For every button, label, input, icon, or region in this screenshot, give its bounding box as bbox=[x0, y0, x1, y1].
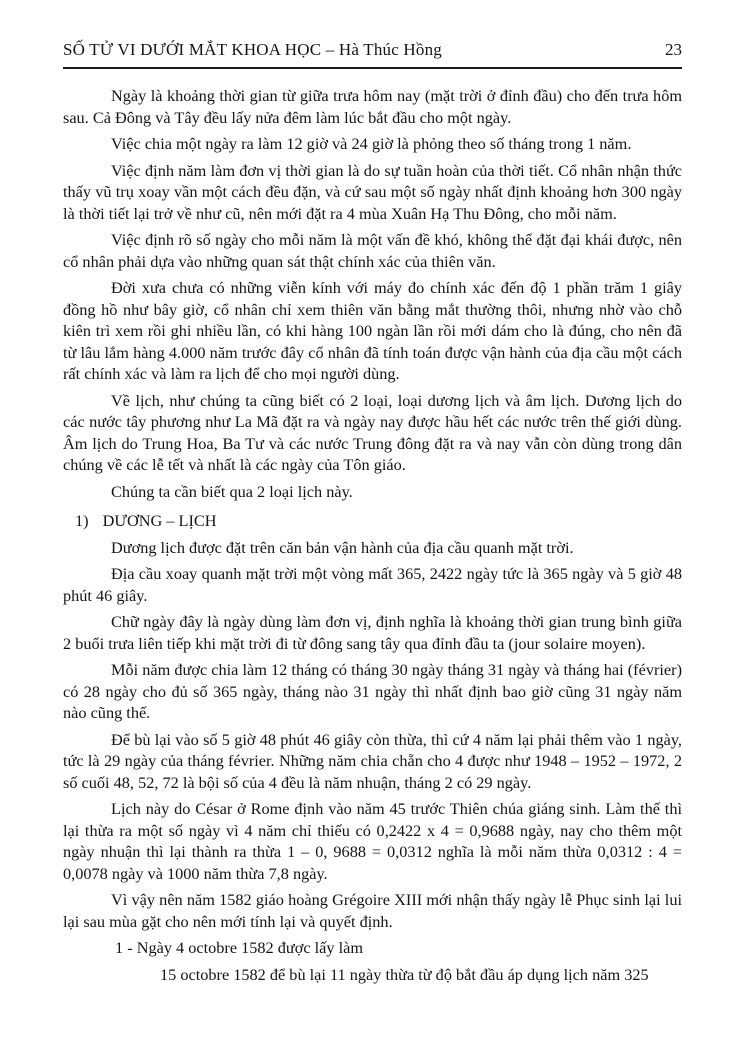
paragraph-day-unit-definition: Chữ ngày đây là ngày dùng làm đơn vị, định nghĩa là khoảng thời gian trung bình giữa 2 buổi trưa liên tiếp khi mặt trời đi từ đông sang tây qua đỉnh đầu ta (jour solaire moyen). bbox=[63, 612, 682, 653]
page-header bbox=[63, 40, 682, 69]
list-item-october-15: 15 octobre 1582 để bù lại 11 ngày thừa từ độ bắt đầu áp dụng lịch năm 325 bbox=[160, 964, 649, 984]
paragraph-year-definition: Việc định năm làm đơn vị thời gian là do sự tuần hoàn của thời tiết. Cổ nhân nhận thức thấy vũ trụ xoay vần một cách đều đặn, và cứ sau một số ngày nhất định khoảng hơn 300 ngày là thời tiết lại trở về như cũ, nên mới đặt ra 4 mùa Xuân Hạ Thu Đông, cho mỗi năm. bbox=[63, 160, 682, 223]
section-title: DƯƠNG – LỊCH bbox=[102, 511, 217, 530]
paragraph-leap-year: Để bù lại vào số 5 giờ 48 phút 46 giây còn thừa, thì cứ 4 năm lại phải thêm vào 1 ngày, tức là 29 ngày của tháng février. Những năm chia chẵn cho 4 được như 1948 – 1952 – 1972, 2 số cuối 48, 52, 72 là bội số của 4 đều là năm nhuận, tháng 2 có 29 ngày. bbox=[63, 729, 682, 792]
paragraph-ancient-observation: Đời xưa chưa có những viễn kính với máy đo chính xác đến độ 1 phần trăm 1 giây đồng hồ như bây giờ, cổ nhân chỉ xem thiên văn bằng mắt thường thôi, nhưng nhờ vào chỗ kiên trì xem rồi ghi nhiều lần, có khi hàng 100 ngàn lần rồi mới dám cho là đúng, cho nên đã từ lâu lắm hàng 4.000 năm trước đây cổ nhân đã tính toán được vận hành của địa cầu một cách rất chính xác và làm ra lịch để cho mọi người dùng. bbox=[63, 278, 682, 383]
paragraph-gregoire-reform: Vì vậy nên năm 1582 giáo hoàng Grégoire XIII mới nhận thấy ngày lễ Phục sinh lại lui lại sau mùa gặt cho nên mới tính lại và quyết định. bbox=[63, 890, 682, 931]
running-title: SỐ TỬ VI DƯỚI MẮT KHOA HỌC – Hà Thúc Hồng bbox=[63, 40, 442, 59]
paragraph-two-calendars: Về lịch, như chúng ta cũng biết có 2 loại, loại dương lịch và âm lịch. Dương lịch do các nước tây phương như La Mã đặt ra và ngày nay được hầu hết các nước trên thế giới dùng. Âm lịch do Trung Hoa, Ba Tư và các nước Trung đông đặt ra và nay vẫn còn dùng trong dân chúng về các lễ tết và nhất là các ngày của Tôn giáo. bbox=[63, 390, 682, 474]
paragraph-orbit-duration: Địa cầu xoay quanh mặt trời một vòng mất 365, 2422 ngày tức là 365 ngày và 5 giờ 48 phút 46 giây. bbox=[63, 564, 682, 605]
paragraph-solar-basis: Dương lịch được đặt trên căn bản vận hành của địa cầu quanh mặt trời. bbox=[111, 537, 574, 557]
paragraph-year-days: Việc định rõ số ngày cho mỗi năm là một vấn đề khó, không thể đặt đại khái được, nên cổ nhân phải dựa vào những quan sát thật chính xác của thiên văn. bbox=[63, 230, 682, 271]
paragraph-need-to-know: Chúng ta cần biết qua 2 loại lịch này. bbox=[111, 481, 353, 501]
list-item-october-4: 1 - Ngày 4 octobre 1582 được lấy làm bbox=[115, 938, 364, 957]
paragraph-day-division: Việc chia một ngày ra làm 12 giờ và 24 giờ là phỏng theo số tháng trong 1 năm. bbox=[111, 134, 632, 153]
paragraph-day-definition: Ngày là khoảng thời gian từ giữa trưa hôm nay (mặt trời ở đỉnh đầu) cho đến trưa hôm sau. Cả Đông và Tây đều lấy nửa đêm làm lúc bắt đầu cho một ngày. bbox=[63, 86, 682, 127]
section-number: 1) bbox=[75, 511, 89, 530]
page-body bbox=[63, 85, 682, 985]
section-heading bbox=[75, 510, 682, 532]
paragraph-months-division: Mỗi năm được chia làm 12 tháng có tháng 30 ngày tháng 31 ngày và tháng hai (février) có 28 ngày cho đủ số 365 ngày, tháng nào 31 ngày thì nhất định bao giờ cũng 31 ngày năm nào cũng thế. bbox=[63, 660, 682, 722]
paragraph-cesar-calendar: Lịch này do César ở Rome định vào năm 45 trước Thiên chúa giáng sinh. Làm thế thì lại thừa ra một số ngày vì 4 năm chỉ thiếu có 0,2422 x 4 = 0,9688 ngày, nay cho thêm một ngày nhuận thì lại thành ra thừa 1 – 0, 9688 = 0,0312 nghĩa là mỗi năm thừa 0,0312 : 4 = 0,0078 ngày và 1000 năm thừa 7,8 ngày. bbox=[63, 799, 682, 883]
page-number: 23 bbox=[665, 40, 682, 59]
